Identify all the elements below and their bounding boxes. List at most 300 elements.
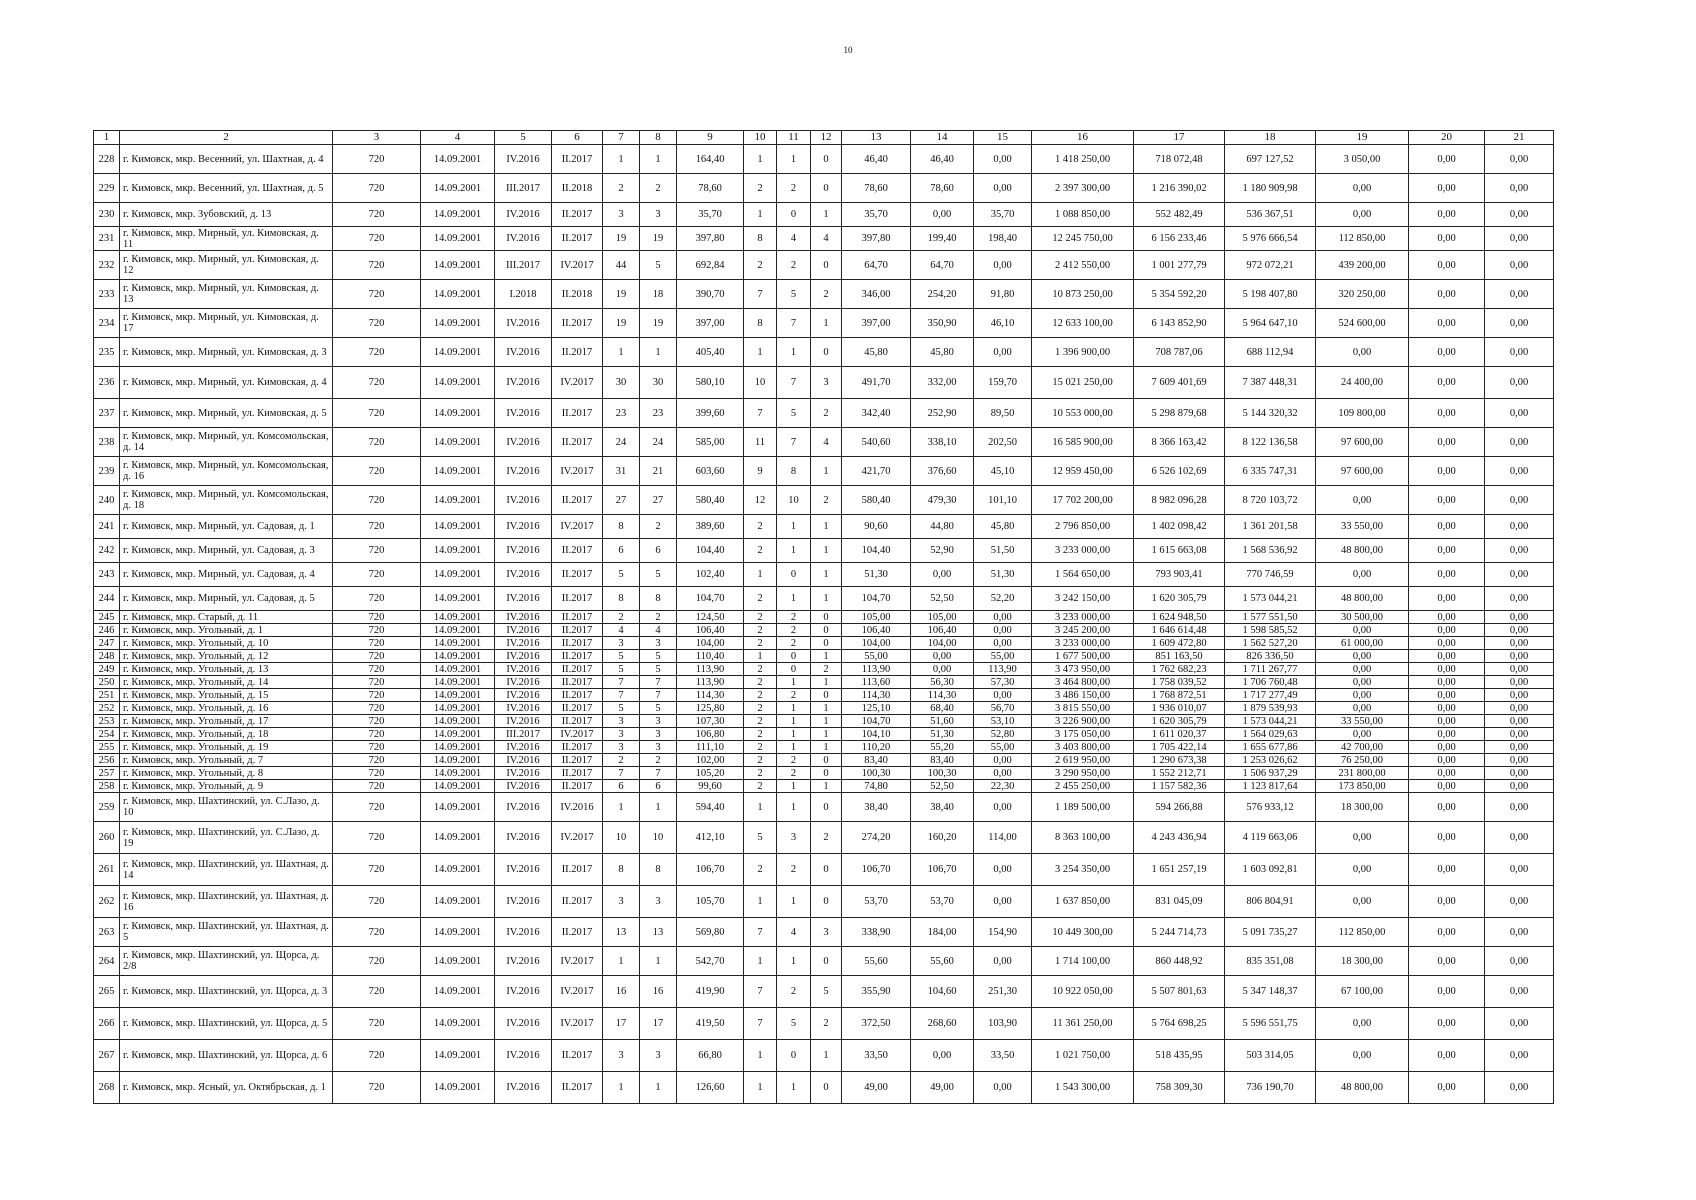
table-cell: 57,30 <box>974 676 1032 689</box>
table-cell: 100,30 <box>842 767 911 780</box>
column-number-1: 1 <box>94 131 120 145</box>
table-cell: 0,00 <box>1316 689 1409 702</box>
table-cell: 2 <box>777 637 811 650</box>
table-cell: IV.2017 <box>552 457 603 486</box>
table-cell: 10 553 000,00 <box>1032 399 1134 428</box>
table-cell: 1 <box>744 563 777 587</box>
table-cell: 27 <box>603 486 640 515</box>
table-cell: 0 <box>777 663 811 676</box>
table-cell: 3 473 950,00 <box>1032 663 1134 676</box>
table-cell: 0,00 <box>1485 715 1554 728</box>
table-cell: 3 <box>640 741 677 754</box>
table-cell: 1 <box>777 715 811 728</box>
row-index-cell: 238 <box>94 428 120 457</box>
column-number-5: 5 <box>495 131 552 145</box>
table-cell: 3 <box>811 918 842 947</box>
table-cell: 0,00 <box>974 145 1032 174</box>
table-cell: 376,60 <box>911 457 974 486</box>
table-cell: 42 700,00 <box>1316 741 1409 754</box>
table-cell: 594,40 <box>677 793 744 822</box>
table-cell: 1 <box>777 515 811 539</box>
table-cell: 0,00 <box>1316 728 1409 741</box>
table-cell: 3 233 000,00 <box>1032 539 1134 563</box>
table-cell: 14.09.2001 <box>421 399 495 428</box>
table-cell: 104,10 <box>842 728 911 741</box>
table-cell: 4 119 663,06 <box>1225 822 1316 854</box>
column-number-9: 9 <box>677 131 744 145</box>
table-cell: 1 <box>777 886 811 918</box>
table-cell: 0,00 <box>974 174 1032 203</box>
table-cell: 5 976 666,54 <box>1225 227 1316 251</box>
table-cell: 3 <box>603 203 640 227</box>
table-cell: 0,00 <box>1485 754 1554 767</box>
table-row <box>94 587 1554 611</box>
table-cell: 30 <box>640 367 677 399</box>
table-cell: 0,00 <box>1409 1008 1485 1040</box>
table-cell: 720 <box>333 780 421 793</box>
table-cell: 0,00 <box>1316 854 1409 886</box>
address-cell: г. Кимовск, мкр. Шахтинский, ул. Шахтная, д. 5 <box>120 918 333 947</box>
table-cell: 3 464 800,00 <box>1032 676 1134 689</box>
table-cell: 350,90 <box>911 309 974 338</box>
table-cell: 0,00 <box>974 854 1032 886</box>
table-cell: 3 <box>640 1040 677 1072</box>
column-number-14: 14 <box>911 131 974 145</box>
table-cell: 397,80 <box>677 227 744 251</box>
table-cell: 14.09.2001 <box>421 338 495 367</box>
table-cell: 1 <box>603 793 640 822</box>
table-cell: 1 <box>811 309 842 338</box>
table-row <box>94 428 1554 457</box>
table-cell: 720 <box>333 1040 421 1072</box>
table-cell: 30 <box>603 367 640 399</box>
table-cell: 0,00 <box>1409 854 1485 886</box>
table-cell: 503 314,05 <box>1225 1040 1316 1072</box>
address-cell: г. Кимовск, мкр. Шахтинский, ул. Щорса, д. 6 <box>120 1040 333 1072</box>
table-cell: 720 <box>333 338 421 367</box>
table-row <box>94 1008 1554 1040</box>
table-cell: 0,00 <box>1409 780 1485 793</box>
table-cell: 399,60 <box>677 399 744 428</box>
table-cell: IV.2016 <box>495 754 552 767</box>
address-cell: г. Кимовск, мкр. Мирный, ул. Комсомольская, д. 18 <box>120 486 333 515</box>
table-cell: II.2017 <box>552 767 603 780</box>
table-cell: 0,00 <box>1316 338 1409 367</box>
table-cell: 1 609 472,80 <box>1134 637 1225 650</box>
table-cell: 33 550,00 <box>1316 715 1409 728</box>
table-cell: 14.09.2001 <box>421 457 495 486</box>
row-index-cell: 253 <box>94 715 120 728</box>
table-cell: 1 <box>777 728 811 741</box>
table-cell: 61 000,00 <box>1316 637 1409 650</box>
table-cell: 27 <box>640 486 677 515</box>
table-cell: 0 <box>811 767 842 780</box>
table-cell: 14.09.2001 <box>421 780 495 793</box>
table-cell: 3 815 550,00 <box>1032 702 1134 715</box>
table-cell: 3 <box>640 715 677 728</box>
table-cell: 1 552 212,71 <box>1134 767 1225 780</box>
table-cell: 4 <box>777 227 811 251</box>
table-cell: II.2017 <box>552 1040 603 1072</box>
table-cell: 0,00 <box>1316 650 1409 663</box>
row-index-cell: 240 <box>94 486 120 515</box>
table-cell: 0,00 <box>1485 663 1554 676</box>
column-number-10: 10 <box>744 131 777 145</box>
table-cell: 720 <box>333 587 421 611</box>
address-cell: г. Кимовск, мкр. Угольный, д. 19 <box>120 741 333 754</box>
table-cell: 0,00 <box>1485 203 1554 227</box>
table-cell: 0,00 <box>1409 227 1485 251</box>
table-cell: IV.2016 <box>495 515 552 539</box>
table-cell: 419,90 <box>677 976 744 1008</box>
row-index-cell: 257 <box>94 767 120 780</box>
table-cell: 0,00 <box>1409 174 1485 203</box>
table-cell: 3 486 150,00 <box>1032 689 1134 702</box>
table-cell: 720 <box>333 728 421 741</box>
table-cell: 372,50 <box>842 1008 911 1040</box>
table-cell: 14.09.2001 <box>421 280 495 309</box>
table-cell: 24 <box>640 428 677 457</box>
table-cell: 199,40 <box>911 227 974 251</box>
table-cell: 0,00 <box>1316 1040 1409 1072</box>
table-cell: 51,60 <box>911 715 974 728</box>
table-cell: 2 397 300,00 <box>1032 174 1134 203</box>
table-cell: 2 <box>744 663 777 676</box>
table-cell: 14.09.2001 <box>421 886 495 918</box>
table-cell: 5 347 148,37 <box>1225 976 1316 1008</box>
table-cell: 6 156 233,46 <box>1134 227 1225 251</box>
table-row <box>94 854 1554 886</box>
table-cell: 46,40 <box>842 145 911 174</box>
table-cell: 0,00 <box>1409 280 1485 309</box>
column-number-4: 4 <box>421 131 495 145</box>
table-cell: 2 455 250,00 <box>1032 780 1134 793</box>
table-cell: II.2018 <box>552 280 603 309</box>
table-cell: IV.2017 <box>552 515 603 539</box>
table-cell: 720 <box>333 886 421 918</box>
table-cell: IV.2017 <box>552 822 603 854</box>
row-index-cell: 241 <box>94 515 120 539</box>
table-cell: 0,00 <box>1409 145 1485 174</box>
table-cell: 7 <box>744 918 777 947</box>
table-cell: 55,20 <box>911 741 974 754</box>
table-cell: 76 250,00 <box>1316 754 1409 767</box>
table-cell: 1 <box>744 793 777 822</box>
table-cell: 2 <box>777 174 811 203</box>
table-cell: 4 <box>811 428 842 457</box>
table-cell: 5 <box>603 702 640 715</box>
table-cell: 52,80 <box>974 728 1032 741</box>
column-number-21: 21 <box>1485 131 1554 145</box>
table-cell: 0 <box>811 145 842 174</box>
table-cell: IV.2016 <box>495 486 552 515</box>
table-cell: 3 <box>603 637 640 650</box>
table-cell: 35,70 <box>974 203 1032 227</box>
table-cell: 53,10 <box>974 715 1032 728</box>
table-cell: II.2017 <box>552 689 603 702</box>
table-cell: 53,70 <box>842 886 911 918</box>
table-cell: 720 <box>333 754 421 767</box>
table-cell: 720 <box>333 174 421 203</box>
table-cell: 692,84 <box>677 251 744 280</box>
column-number-19: 19 <box>1316 131 1409 145</box>
table-cell: 154,90 <box>974 918 1032 947</box>
table-cell: IV.2016 <box>495 918 552 947</box>
table-cell: 38,40 <box>842 793 911 822</box>
address-cell: г. Кимовск, мкр. Угольный, д. 9 <box>120 780 333 793</box>
table-cell: 2 <box>777 767 811 780</box>
table-cell: 2 <box>811 280 842 309</box>
table-cell: 3 290 950,00 <box>1032 767 1134 780</box>
table-cell: 3 254 350,00 <box>1032 854 1134 886</box>
row-index-cell: 243 <box>94 563 120 587</box>
address-cell: г. Кимовск, мкр. Шахтинский, ул. С.Лазо, д. 10 <box>120 793 333 822</box>
table-cell: 1 714 100,00 <box>1032 947 1134 976</box>
table-cell: 1 711 267,77 <box>1225 663 1316 676</box>
table-cell: 14.09.2001 <box>421 515 495 539</box>
table-cell: 3 226 900,00 <box>1032 715 1134 728</box>
table-cell: 91,80 <box>974 280 1032 309</box>
table-cell: 0,00 <box>1485 515 1554 539</box>
table-cell: 540,60 <box>842 428 911 457</box>
table-row <box>94 611 1554 624</box>
table-cell: 5 <box>603 563 640 587</box>
table-cell: 0,00 <box>1485 624 1554 637</box>
table-cell: II.2017 <box>552 428 603 457</box>
table-cell: 44 <box>603 251 640 280</box>
table-cell: II.2017 <box>552 309 603 338</box>
table-cell: IV.2016 <box>495 611 552 624</box>
table-cell: 3 050,00 <box>1316 145 1409 174</box>
table-cell: 3 175 050,00 <box>1032 728 1134 741</box>
table-cell: IV.2016 <box>495 1008 552 1040</box>
table-cell: 0 <box>811 338 842 367</box>
table-cell: 0 <box>811 886 842 918</box>
table-cell: 1 <box>811 676 842 689</box>
table-cell: 3 245 200,00 <box>1032 624 1134 637</box>
column-number-2: 2 <box>120 131 333 145</box>
table-cell: IV.2016 <box>495 663 552 676</box>
table-cell: 124,50 <box>677 611 744 624</box>
table-cell: 0,00 <box>1409 822 1485 854</box>
table-cell: IV.2016 <box>495 1040 552 1072</box>
table-cell: 4 <box>640 624 677 637</box>
table-cell: 14.09.2001 <box>421 976 495 1008</box>
table-cell: 2 <box>640 754 677 767</box>
table-cell: 55,00 <box>974 650 1032 663</box>
table-cell: II.2017 <box>552 741 603 754</box>
address-cell: г. Кимовск, мкр. Шахтинский, ул. Щорса, д. 2/8 <box>120 947 333 976</box>
table-cell: 1 <box>603 145 640 174</box>
table-cell: 0,00 <box>1409 1040 1485 1072</box>
table-cell: 51,50 <box>974 539 1032 563</box>
table-cell: 4 <box>603 624 640 637</box>
table-cell: 0 <box>777 563 811 587</box>
table-row <box>94 251 1554 280</box>
table-cell: 1 936 010,07 <box>1134 702 1225 715</box>
table-cell: 14.09.2001 <box>421 1072 495 1104</box>
table-cell: 720 <box>333 793 421 822</box>
table-cell: 536 367,51 <box>1225 203 1316 227</box>
table-cell: IV.2016 <box>495 854 552 886</box>
table-row <box>94 741 1554 754</box>
table-cell: 38,40 <box>911 793 974 822</box>
table-cell: 274,20 <box>842 822 911 854</box>
table-row <box>94 1072 1554 1104</box>
table-cell: 198,40 <box>974 227 1032 251</box>
table-cell: 0,00 <box>1485 1040 1554 1072</box>
table-cell: 0 <box>811 793 842 822</box>
table-cell: 491,70 <box>842 367 911 399</box>
address-cell: г. Кимовск, мкр. Мирный, ул. Садовая, д. 3 <box>120 539 333 563</box>
table-cell: 0 <box>811 174 842 203</box>
table-cell: IV.2016 <box>495 309 552 338</box>
table-cell: 251,30 <box>974 976 1032 1008</box>
table-cell: IV.2017 <box>552 947 603 976</box>
table-cell: 0,00 <box>1409 457 1485 486</box>
table-cell: 0 <box>777 203 811 227</box>
table-cell: 3 242 150,00 <box>1032 587 1134 611</box>
table-cell: 0,00 <box>1409 715 1485 728</box>
table-cell: 2 412 550,00 <box>1032 251 1134 280</box>
table-cell: 5 354 592,20 <box>1134 280 1225 309</box>
table-cell: 793 903,41 <box>1134 563 1225 587</box>
table-cell: 390,70 <box>677 280 744 309</box>
table-cell: 5 <box>640 251 677 280</box>
table-cell: 1 573 044,21 <box>1225 587 1316 611</box>
table-cell: 720 <box>333 280 421 309</box>
table-cell: 17 <box>603 1008 640 1040</box>
table-cell: 14.09.2001 <box>421 822 495 854</box>
table-cell: 720 <box>333 650 421 663</box>
row-index-cell: 235 <box>94 338 120 367</box>
table-cell: 1 <box>777 1072 811 1104</box>
address-cell: г. Кимовск, мкр. Шахтинский, ул. Шахтная, д. 16 <box>120 886 333 918</box>
table-cell: II.2017 <box>552 780 603 793</box>
table-cell: 45,10 <box>974 457 1032 486</box>
row-index-cell: 256 <box>94 754 120 767</box>
row-index-cell: 267 <box>94 1040 120 1072</box>
table-cell: 3 233 000,00 <box>1032 611 1134 624</box>
table-cell: 697 127,52 <box>1225 145 1316 174</box>
address-cell: г. Кимовск, мкр. Ясный, ул. Октябрьская, д. 1 <box>120 1072 333 1104</box>
table-cell: 720 <box>333 767 421 780</box>
table-cell: 0,00 <box>1485 145 1554 174</box>
table-cell: 0,00 <box>1485 976 1554 1008</box>
table-cell: 338,10 <box>911 428 974 457</box>
table-cell: 0,00 <box>974 637 1032 650</box>
table-cell: 83,40 <box>911 754 974 767</box>
table-cell: 8 366 163,42 <box>1134 428 1225 457</box>
table-cell: 5 198 407,80 <box>1225 280 1316 309</box>
table-cell: IV.2016 <box>495 563 552 587</box>
table-row <box>94 457 1554 486</box>
table-cell: 5 <box>777 1008 811 1040</box>
table-row <box>94 280 1554 309</box>
row-index-cell: 233 <box>94 280 120 309</box>
table-cell: 0,00 <box>1409 886 1485 918</box>
address-cell: г. Кимовск, мкр. Зубовский, д. 13 <box>120 203 333 227</box>
table-cell: 1 <box>777 145 811 174</box>
table-cell: 1 <box>811 650 842 663</box>
table-cell: 1 <box>777 587 811 611</box>
table-cell: 1 <box>640 947 677 976</box>
table-cell: 2 <box>744 767 777 780</box>
table-cell: 55,60 <box>911 947 974 976</box>
table-cell: 103,90 <box>974 1008 1032 1040</box>
table-row <box>94 947 1554 976</box>
table-cell: 542,70 <box>677 947 744 976</box>
row-index-cell: 251 <box>94 689 120 702</box>
table-cell: 8 122 136,58 <box>1225 428 1316 457</box>
table-cell: 720 <box>333 1008 421 1040</box>
table-cell: 104,40 <box>677 539 744 563</box>
table-cell: 89,50 <box>974 399 1032 428</box>
table-cell: 0,00 <box>974 793 1032 822</box>
table-cell: 708 787,06 <box>1134 338 1225 367</box>
row-index-cell: 254 <box>94 728 120 741</box>
table-cell: IV.2016 <box>495 203 552 227</box>
table-cell: 0,00 <box>1409 650 1485 663</box>
table-cell: 1 <box>777 539 811 563</box>
table-cell: 113,90 <box>974 663 1032 676</box>
table-cell: 1 <box>777 793 811 822</box>
table-cell: 78,60 <box>677 174 744 203</box>
table-cell: 1 <box>744 145 777 174</box>
table-cell: 52,90 <box>911 539 974 563</box>
table-cell: 2 <box>744 741 777 754</box>
table-cell: 0,00 <box>1485 702 1554 715</box>
column-number-12: 12 <box>811 131 842 145</box>
table-cell: III.2017 <box>495 174 552 203</box>
table-cell: 1 <box>811 728 842 741</box>
table-row <box>94 689 1554 702</box>
table-cell: 10 <box>744 367 777 399</box>
table-cell: 2 <box>744 715 777 728</box>
table-cell: 770 746,59 <box>1225 563 1316 587</box>
table-cell: 1 <box>811 515 842 539</box>
table-cell: 14.09.2001 <box>421 174 495 203</box>
row-index-cell: 245 <box>94 611 120 624</box>
table-cell: 6 <box>603 780 640 793</box>
table-cell: 19 <box>640 309 677 338</box>
table-cell: II.2017 <box>552 754 603 767</box>
table-cell: 720 <box>333 227 421 251</box>
table-cell: 0,00 <box>1485 587 1554 611</box>
table-cell: 0,00 <box>911 563 974 587</box>
table-cell: 2 <box>744 702 777 715</box>
table-cell: 718 072,48 <box>1134 145 1225 174</box>
table-cell: 1 615 663,08 <box>1134 539 1225 563</box>
table-cell: 0 <box>811 251 842 280</box>
table-cell: 1 624 948,50 <box>1134 611 1225 624</box>
table-cell: 254,20 <box>911 280 974 309</box>
row-index-cell: 259 <box>94 793 120 822</box>
table-cell: IV.2016 <box>495 676 552 689</box>
address-cell: г. Кимовск, мкр. Мирный, ул. Садовая, д. 1 <box>120 515 333 539</box>
table-cell: 5 091 735,27 <box>1225 918 1316 947</box>
table-cell: 19 <box>640 227 677 251</box>
table-cell: 3 <box>603 741 640 754</box>
table-cell: 0,00 <box>1409 309 1485 338</box>
table-cell: 0,00 <box>1316 1008 1409 1040</box>
table-cell: 1 677 500,00 <box>1032 650 1134 663</box>
row-index-cell: 244 <box>94 587 120 611</box>
address-cell: г. Кимовск, мкр. Угольный, д. 16 <box>120 702 333 715</box>
table-cell: 576 933,12 <box>1225 793 1316 822</box>
table-row <box>94 886 1554 918</box>
table-cell: IV.2016 <box>495 650 552 663</box>
